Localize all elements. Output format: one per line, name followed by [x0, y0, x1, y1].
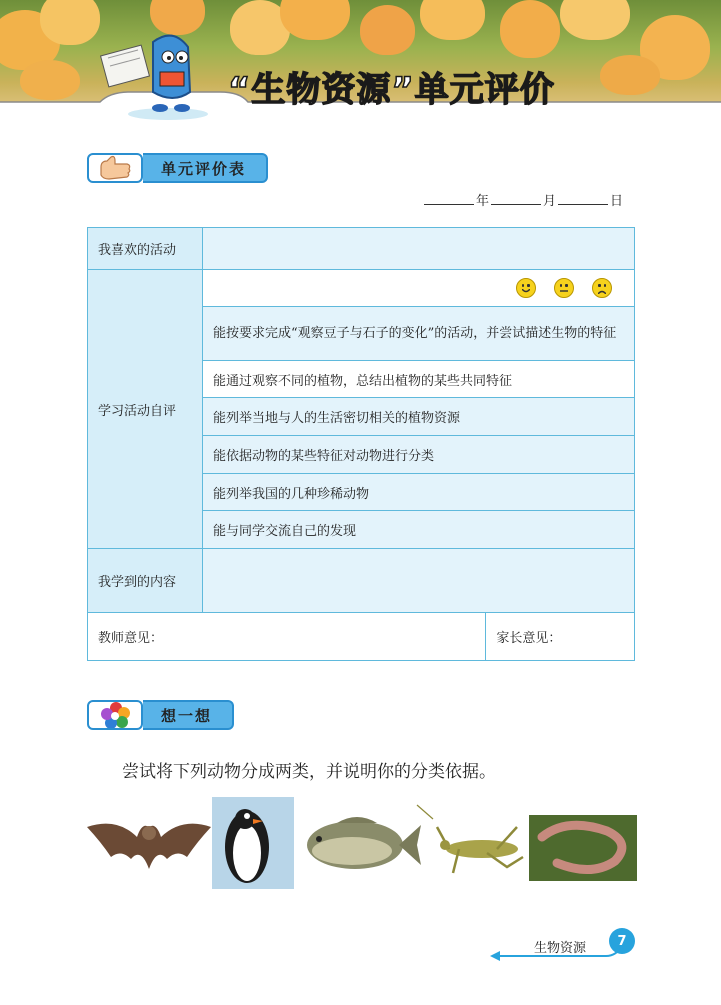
year-blank[interactable] — [424, 190, 474, 205]
neutral-face-icon — [554, 278, 574, 298]
section-title: 单元评价表 — [143, 153, 268, 183]
evaluation-table — [87, 227, 635, 661]
animals-row — [87, 797, 637, 892]
day-label: 日 — [610, 194, 624, 209]
year-label: 年 — [476, 194, 490, 209]
page-number: 7 — [609, 928, 635, 954]
eval-item: 能列举我国的几种珍稀动物 — [203, 474, 635, 511]
section-header-evaluation — [87, 153, 268, 183]
section-title: 想一想 — [143, 700, 234, 730]
mascot-illustration — [98, 22, 228, 122]
date-line — [422, 190, 623, 209]
thumbs-up-icon-frame — [87, 153, 143, 183]
self-eval-label: 学习活动自评 — [88, 270, 203, 549]
question-text: 尝试将下列动物分成两类，并说明你的分类依据。 — [122, 762, 496, 782]
favorite-activity-field[interactable] — [203, 228, 635, 270]
sad-face-icon — [592, 278, 612, 298]
teacher-comment-field[interactable] — [88, 613, 486, 661]
fish-image — [307, 817, 421, 869]
day-blank[interactable] — [558, 190, 608, 205]
flower-icon-frame — [87, 700, 143, 730]
eval-item: 能列举当地与人的生活密切相关的植物资源 — [203, 398, 635, 436]
bat-image — [87, 824, 211, 869]
penguin-image — [212, 797, 294, 889]
eval-item: 能与同学交流自己的发现 — [203, 511, 635, 549]
eval-item: 能通过观察不同的植物，总结出植物的某些共同特征 — [203, 361, 635, 398]
table-row — [88, 228, 635, 270]
footer-unit-label: 生物资源 — [534, 941, 587, 956]
favorite-activity-label: 我喜欢的活动 — [88, 228, 203, 270]
table-row — [88, 613, 635, 661]
page-title: “生物资源”单元评价 — [228, 70, 555, 110]
grasshopper-image — [417, 805, 523, 873]
rating-faces-row — [203, 270, 635, 307]
learned-field[interactable] — [203, 549, 635, 613]
month-label: 月 — [543, 194, 557, 209]
flower-icon — [95, 702, 137, 728]
earthworm-image — [529, 815, 637, 881]
teacher-comment-label: 教师意见： — [98, 631, 164, 646]
parent-comment-label: 家长意见： — [496, 631, 562, 646]
eval-item: 能依据动物的某些特征对动物进行分类 — [203, 436, 635, 474]
happy-face-icon — [516, 278, 536, 298]
parent-comment-field[interactable] — [486, 613, 635, 661]
table-row — [88, 549, 635, 613]
eval-item: 能按要求完成“观察豆子与石子的变化”的活动，并尝试描述生物的特征 — [203, 307, 635, 361]
table-row — [88, 270, 635, 307]
thumbs-up-icon — [95, 155, 137, 181]
month-blank[interactable] — [491, 190, 541, 205]
learned-label: 我学到的内容 — [88, 549, 203, 613]
section-header-think — [87, 700, 234, 730]
